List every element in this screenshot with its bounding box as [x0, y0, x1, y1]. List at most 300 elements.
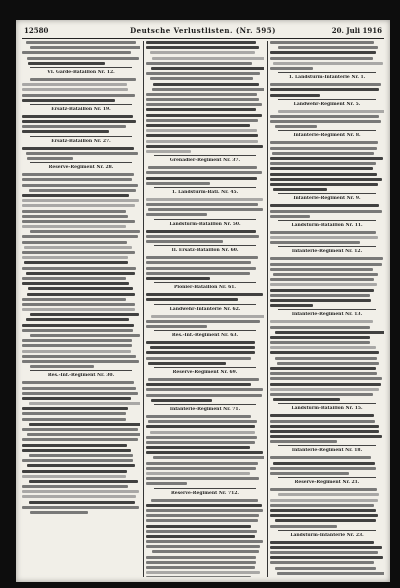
section-separator — [278, 246, 376, 247]
text-line — [278, 46, 378, 49]
text-line — [270, 425, 379, 428]
text-line — [270, 341, 370, 344]
text-line — [22, 459, 133, 462]
text-line — [270, 231, 376, 234]
text-line — [146, 561, 256, 564]
text-line — [270, 467, 376, 470]
text-line — [273, 398, 339, 401]
text-line — [270, 57, 373, 60]
text-line — [22, 210, 126, 213]
text-line — [30, 365, 94, 368]
text-line — [24, 261, 128, 264]
text-line — [146, 556, 256, 559]
text-line — [270, 299, 371, 302]
text-line — [22, 51, 131, 54]
text-line — [22, 282, 129, 285]
text-line — [146, 394, 262, 397]
text-line — [22, 428, 138, 431]
section-separator — [154, 155, 256, 156]
text-line — [22, 184, 138, 187]
text-line — [270, 435, 382, 438]
text-line — [146, 145, 263, 148]
section-heading: Landsturm-Bataillon Nr. 50. — [169, 221, 241, 227]
text-line — [151, 399, 212, 402]
text-line — [146, 325, 207, 328]
text-line — [146, 519, 258, 522]
text-line — [146, 124, 250, 127]
section-heading: Landwehr-Regiment Nr. 5. — [293, 101, 361, 107]
section-heading: Reserve-Regiment Nr. 21. — [294, 480, 360, 486]
text-line — [146, 357, 251, 360]
text-line — [277, 362, 380, 365]
text-line — [22, 381, 134, 384]
text-line — [146, 240, 223, 243]
text-line — [272, 152, 373, 155]
text-line — [270, 336, 370, 339]
text-line — [278, 493, 379, 496]
text-line — [146, 150, 191, 153]
text-line — [146, 134, 258, 137]
text-line — [152, 57, 264, 60]
text-line — [146, 341, 255, 344]
text-line — [270, 83, 381, 86]
text-line — [270, 236, 378, 239]
text-line — [146, 171, 262, 174]
text-line — [148, 420, 257, 423]
text-line — [22, 438, 138, 441]
text-line — [26, 152, 138, 155]
text-line — [26, 41, 137, 44]
text-line — [151, 315, 264, 318]
text-line — [146, 213, 207, 216]
text-line — [29, 501, 135, 504]
text-line — [153, 83, 259, 86]
text-line — [270, 115, 379, 118]
text-line — [273, 273, 378, 276]
text-line — [27, 433, 140, 436]
text-line — [275, 331, 384, 334]
text-line — [153, 456, 264, 459]
text-line — [146, 182, 210, 185]
section-heading: Infanterie-Regiment Nr. 71. — [169, 406, 241, 412]
section-heading: Landsturm-Bataillon Nr. 15. — [291, 406, 363, 412]
text-line — [270, 304, 313, 307]
text-line — [22, 115, 133, 118]
text-line — [270, 546, 382, 549]
text-line — [146, 230, 256, 233]
text-line — [22, 308, 135, 311]
text-line — [146, 261, 251, 264]
page-header — [22, 25, 384, 37]
section-separator — [154, 330, 256, 331]
column-left — [22, 41, 140, 577]
text-line — [270, 88, 379, 91]
section-heading: Ersatz-Bataillon Nr. 19. — [51, 106, 111, 112]
text-line — [146, 504, 262, 507]
text-line — [148, 378, 259, 381]
text-line — [146, 177, 257, 180]
text-line — [150, 431, 255, 434]
text-line — [22, 444, 127, 447]
text-line — [146, 298, 238, 301]
section-heading: VI. Garde-Bataillon Nr. 12. — [47, 69, 115, 75]
text-line — [22, 125, 126, 128]
text-line — [22, 225, 126, 228]
text-line — [22, 397, 131, 400]
section-separator — [278, 309, 376, 310]
section-separator — [154, 187, 256, 188]
text-line — [270, 167, 373, 170]
section-heading: Landwehr-Infanterie Nr. 62. — [169, 306, 241, 312]
text-line — [146, 272, 250, 275]
text-line — [146, 514, 259, 517]
text-line — [22, 241, 127, 244]
section-heading: Infanterie-Regiment Nr. 9. — [293, 196, 361, 202]
text-line — [22, 303, 135, 306]
page-title: Deutsche Verlustlisten. (Nr. 595) — [130, 26, 276, 35]
text-line — [270, 472, 349, 475]
section-separator — [278, 530, 376, 531]
text-line — [146, 140, 258, 143]
text-line — [22, 120, 136, 123]
text-line — [152, 550, 259, 553]
text-line — [270, 351, 379, 354]
text-line — [146, 446, 250, 449]
text-line — [278, 110, 384, 113]
text-line — [22, 199, 139, 202]
text-line — [22, 360, 139, 363]
text-line — [270, 141, 378, 144]
text-line — [146, 119, 258, 122]
text-line — [270, 372, 377, 375]
text-line — [22, 251, 135, 254]
text-line — [148, 362, 226, 365]
text-line — [270, 525, 337, 528]
text-line — [27, 293, 136, 296]
text-line — [270, 377, 382, 380]
section-separator — [30, 162, 132, 163]
text-line — [146, 351, 255, 354]
section-separator — [278, 130, 376, 131]
header-rule — [22, 38, 384, 39]
text-line — [22, 130, 109, 133]
text-line — [22, 470, 127, 473]
text-line — [146, 425, 255, 428]
text-line — [270, 430, 379, 433]
text-line — [22, 475, 126, 478]
text-line — [146, 108, 256, 111]
text-line — [270, 388, 379, 391]
text-line — [22, 267, 136, 270]
text-line — [146, 525, 251, 528]
text-line — [27, 157, 73, 160]
text-line — [270, 346, 376, 349]
text-line — [26, 272, 136, 275]
text-line — [150, 77, 254, 80]
section-heading: Reserve-Regiment Nr. 28. — [48, 165, 114, 171]
text-line — [22, 173, 134, 176]
text-line — [146, 256, 258, 259]
text-line — [270, 456, 371, 459]
text-line — [29, 189, 136, 192]
text-line — [270, 268, 373, 271]
text-line — [146, 72, 260, 75]
text-line — [148, 166, 257, 169]
text-line — [146, 62, 252, 65]
text-line — [30, 511, 88, 514]
text-line — [146, 540, 263, 543]
text-line — [22, 215, 128, 218]
text-line — [270, 147, 377, 150]
section-heading: Grenadier-Regiment Nr. 37. — [169, 158, 241, 164]
text-line — [270, 289, 374, 292]
section-separator — [154, 219, 256, 220]
text-line — [277, 572, 384, 575]
section-heading: Res.-Inf.-Regiment Nr. 63. — [171, 333, 239, 339]
text-line — [270, 257, 383, 260]
text-line — [22, 194, 129, 197]
text-line — [22, 94, 135, 97]
text-line — [146, 203, 258, 206]
text-line — [146, 535, 255, 538]
section-heading: Pionier-Bataillon Nr. 61. — [174, 285, 236, 291]
text-line — [270, 561, 374, 564]
text-line — [22, 392, 138, 395]
text-line — [152, 88, 264, 91]
text-line — [270, 514, 378, 517]
text-line — [146, 98, 259, 101]
text-line — [22, 339, 132, 342]
section-heading: Reserve-Regiment Nr. 69. — [172, 370, 238, 375]
text-line — [146, 103, 262, 106]
text-line — [22, 412, 126, 415]
text-line — [146, 293, 263, 296]
text-line — [22, 490, 139, 493]
section-separator — [30, 67, 132, 68]
text-line — [150, 346, 255, 349]
newspaper-page — [16, 20, 390, 582]
text-line — [29, 423, 140, 426]
text-line — [29, 480, 138, 483]
text-line — [146, 441, 255, 444]
text-line — [146, 320, 260, 323]
section-heading: Res.-Inf.-Regiment Nr. 30. — [47, 373, 115, 379]
text-line — [146, 198, 263, 201]
column-divider — [267, 41, 268, 577]
text-line — [146, 530, 257, 533]
text-line — [146, 576, 251, 577]
section-heading: Landsturm-Infanterie Nr. 23. — [290, 532, 364, 538]
section-separator — [278, 403, 376, 404]
text-line — [270, 414, 374, 417]
text-line — [146, 235, 259, 238]
text-line — [146, 571, 260, 574]
text-line — [27, 57, 139, 60]
section-separator — [278, 193, 376, 194]
text-line — [22, 418, 126, 421]
text-line — [270, 326, 370, 329]
text-line — [270, 278, 374, 281]
text-line — [146, 415, 251, 418]
text-line — [22, 506, 139, 509]
text-line — [22, 298, 126, 301]
text-line — [30, 78, 136, 81]
text-line — [146, 509, 263, 512]
text-line — [273, 462, 374, 465]
text-line — [26, 318, 130, 321]
text-line — [270, 488, 377, 491]
text-line — [146, 482, 187, 485]
text-line — [270, 440, 337, 443]
section-separator — [30, 370, 132, 371]
text-line — [22, 387, 136, 390]
text-line — [30, 230, 140, 233]
text-line — [270, 120, 381, 123]
text-line — [22, 220, 135, 223]
section-separator — [30, 104, 132, 105]
section-heading: Infanterie-Regiment Nr. 18. — [291, 448, 363, 454]
text-line — [270, 420, 375, 423]
section-heading: Infanterie-Regiment Nr. 12. — [291, 249, 363, 255]
text-line — [146, 467, 256, 470]
text-line — [22, 235, 138, 238]
text-line — [270, 556, 383, 559]
text-line — [273, 188, 327, 191]
text-line — [22, 88, 128, 91]
text-line — [22, 147, 134, 150]
issue-date: 20. Juli 1916 — [331, 26, 382, 35]
text-line — [146, 472, 250, 475]
text-line — [22, 495, 136, 498]
section-separator — [154, 404, 256, 405]
text-line — [275, 567, 376, 570]
text-line — [28, 62, 105, 65]
text-line — [270, 51, 376, 54]
section-heading: Ersatz-Bataillon Nr. 27. — [51, 138, 111, 144]
page-number: 12580 — [24, 26, 49, 35]
text-line — [22, 344, 132, 347]
text-line — [270, 499, 378, 502]
text-line — [270, 173, 377, 176]
text-line — [22, 324, 134, 327]
text-line — [22, 256, 128, 259]
text-line — [270, 157, 383, 160]
text-line — [270, 541, 374, 544]
text-line — [22, 277, 126, 280]
text-line — [270, 551, 378, 554]
text-line — [22, 329, 133, 332]
section-heading: Infanterie-Regiment Nr. 13. — [291, 312, 363, 318]
text-line — [275, 125, 317, 128]
text-line — [146, 41, 256, 44]
text-line — [146, 46, 259, 49]
text-line — [270, 393, 373, 396]
section-heading: Reserve-Regiment Nr. 712. — [171, 490, 239, 496]
text-line — [24, 246, 131, 249]
section-separator — [154, 488, 256, 489]
text-line — [270, 504, 374, 507]
text-line — [270, 41, 374, 44]
section-heading: Infanterie-Regiment Nr. 8. — [293, 133, 361, 139]
section-separator — [278, 477, 376, 478]
text-line — [270, 215, 310, 218]
text-line — [270, 94, 320, 97]
section-heading: 1. Landsturm-Infanterie Nr. 1. — [288, 75, 366, 81]
text-line — [275, 519, 376, 522]
text-line — [270, 210, 382, 213]
section-separator — [154, 282, 256, 283]
section-heading: Landsturm-Bataillon Nr. 11. — [291, 222, 363, 228]
text-line — [270, 320, 373, 323]
text-line — [22, 355, 136, 358]
text-line — [270, 178, 382, 181]
text-line — [270, 162, 376, 165]
text-line — [146, 451, 263, 454]
text-line — [146, 388, 263, 391]
text-line — [146, 277, 210, 280]
text-line — [270, 294, 370, 297]
text-line — [151, 67, 264, 70]
section-heading: 1. Landsturm-Batl. Nr. 45. — [171, 189, 239, 195]
text-line — [146, 462, 258, 465]
text-line — [29, 454, 133, 457]
text-line — [22, 407, 128, 410]
text-line — [270, 509, 376, 512]
text-line — [29, 402, 140, 405]
section-separator — [154, 245, 256, 246]
text-line — [27, 464, 136, 467]
text-line — [146, 129, 257, 132]
section-separator — [278, 72, 376, 73]
text-line — [270, 367, 376, 370]
column-right — [270, 41, 384, 577]
text-line — [30, 313, 139, 316]
text-line — [22, 350, 131, 353]
section-separator — [278, 99, 376, 100]
text-line — [270, 204, 379, 207]
text-line — [22, 485, 128, 488]
text-line — [146, 545, 260, 548]
text-line — [22, 449, 131, 452]
text-line — [270, 241, 360, 244]
column-divider — [143, 41, 144, 577]
text-line — [146, 383, 251, 386]
text-line — [151, 499, 258, 502]
section-heading: II. Ersatz-Bataillon Nr. 60. — [171, 248, 239, 254]
text-line — [146, 267, 256, 270]
text-line — [270, 383, 381, 386]
section-separator — [154, 367, 256, 368]
text-line — [30, 334, 140, 337]
text-line — [30, 46, 140, 49]
text-line — [270, 183, 378, 186]
text-line — [146, 436, 257, 439]
text-line — [146, 477, 259, 480]
section-separator — [278, 220, 376, 221]
text-line — [270, 283, 377, 286]
section-separator — [154, 304, 256, 305]
text-line — [150, 51, 255, 54]
text-line — [146, 114, 262, 117]
text-line — [146, 93, 257, 96]
text-line — [22, 99, 115, 102]
text-line — [270, 67, 313, 70]
text-line — [275, 357, 378, 360]
section-separator — [30, 136, 132, 137]
section-separator — [278, 445, 376, 446]
text-line — [22, 178, 132, 181]
column-middle — [146, 41, 264, 577]
